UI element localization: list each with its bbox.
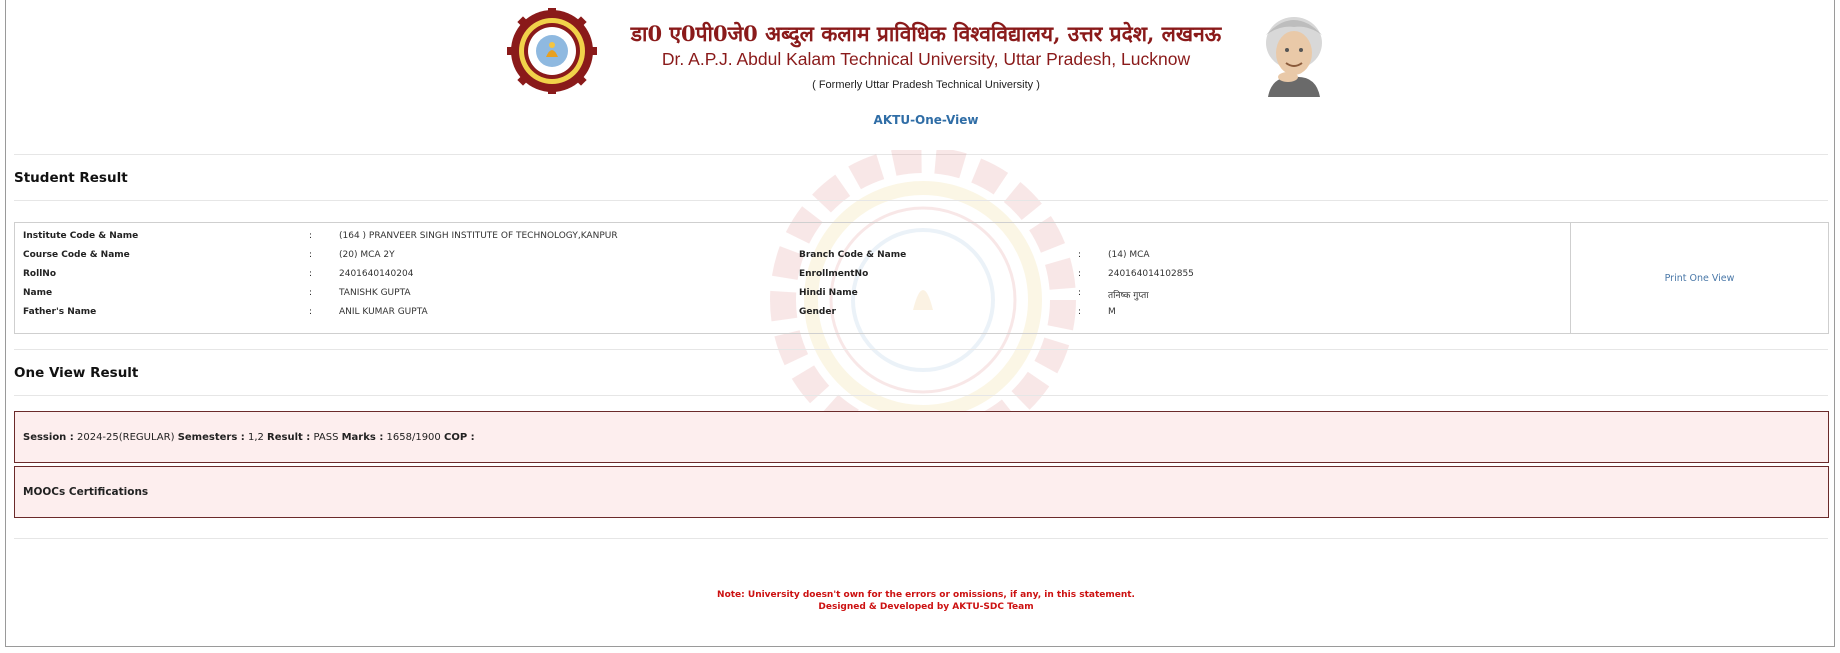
moocs-title: MOOCs Certifications <box>23 486 149 498</box>
colon: : <box>309 307 313 317</box>
former-name: ( Formerly Uttar Pradesh Technical University ) <box>812 79 1040 91</box>
colon: : <box>1078 269 1082 279</box>
result-label: Result : <box>267 431 311 443</box>
hindi-name-label: Hindi Name <box>799 288 858 298</box>
colon: : <box>1078 288 1082 298</box>
portrait-icon <box>1248 5 1340 97</box>
institute-label: Institute Code & Name <box>23 231 139 241</box>
father-name-label: Father's Name <box>23 307 97 317</box>
semesters-label: Semesters : <box>177 431 245 443</box>
university-name-hindi: डा0 ए0पी0जे0 अब्दुल कलाम प्राविधिक विश्वविद्यालय, उत्तर प्रदेश, लखनऊ <box>630 21 1222 46</box>
colon: : <box>309 269 313 279</box>
branch-label: Branch Code & Name <box>799 250 907 260</box>
table-row <box>15 307 1570 325</box>
hindi-name-value: तनिष्क गुप्ता <box>1108 291 1149 301</box>
name-label: Name <box>23 288 53 298</box>
university-seal-icon <box>506 8 598 94</box>
colon: : <box>309 288 313 298</box>
result-value: PASS <box>313 431 339 443</box>
moocs-certifications-row[interactable] <box>14 466 1829 518</box>
marks-value: 1658/1900 <box>386 431 441 443</box>
header <box>6 0 1834 140</box>
semesters-value: 1,2 <box>247 431 264 443</box>
session-value: 2024-25(REGULAR) <box>76 431 175 443</box>
colon: : <box>1078 250 1082 260</box>
table-row <box>15 288 1570 306</box>
divider <box>14 538 1828 539</box>
name-value: TANISHK GUPTA <box>339 288 411 298</box>
gender-label: Gender <box>799 307 836 317</box>
disclaimer-text: Note: University doesn't own for the errors or omissions, if any, in this statement. <box>717 590 1135 600</box>
table-row <box>15 269 1570 287</box>
marks-label: Marks : <box>341 431 384 443</box>
footer-note <box>626 589 1226 613</box>
student-info-table <box>14 222 1829 334</box>
colon: : <box>1078 307 1082 317</box>
divider <box>14 154 1828 155</box>
divider <box>14 349 1828 350</box>
university-name-english: Dr. A.P.J. Abdul Kalam Technical University, Uttar Pradesh, Lucknow <box>661 49 1191 69</box>
colon: : <box>309 231 313 241</box>
table-row <box>15 231 1570 249</box>
rollno-label: RollNo <box>23 269 56 279</box>
credit-text: Designed & Developed by AKTU-SDC Team <box>818 602 1034 612</box>
institute-value: (164 ) PRANVEER SINGH INSTITUTE OF TECHNOLOGY,KANPUR <box>339 231 618 241</box>
page-frame <box>5 0 1835 647</box>
course-label: Course Code & Name <box>23 250 130 260</box>
colon: : <box>309 250 313 260</box>
rollno-value: 2401640140204 <box>339 269 414 279</box>
session-result-row[interactable] <box>14 411 1829 463</box>
gender-value: M <box>1108 307 1116 317</box>
branch-value: (14) MCA <box>1108 250 1150 260</box>
table-row <box>15 250 1570 268</box>
print-cell <box>1570 223 1828 333</box>
divider <box>14 200 1828 201</box>
session-label: Session : <box>23 431 74 443</box>
enrollment-label: EnrollmentNo <box>799 269 869 279</box>
course-value: (20) MCA 2Y <box>339 250 395 260</box>
print-one-view-link[interactable]: Print One View <box>1664 272 1735 284</box>
father-name-value: ANIL KUMAR GUPTA <box>339 307 428 317</box>
enrollment-value: 240164014102855 <box>1108 269 1194 279</box>
cop-label: COP : <box>443 431 475 443</box>
one-view-result-heading: One View Result <box>14 365 139 381</box>
aktu-one-view-link[interactable]: AKTU-One-View <box>873 113 979 127</box>
student-result-heading: Student Result <box>14 170 128 186</box>
divider <box>14 395 1828 396</box>
